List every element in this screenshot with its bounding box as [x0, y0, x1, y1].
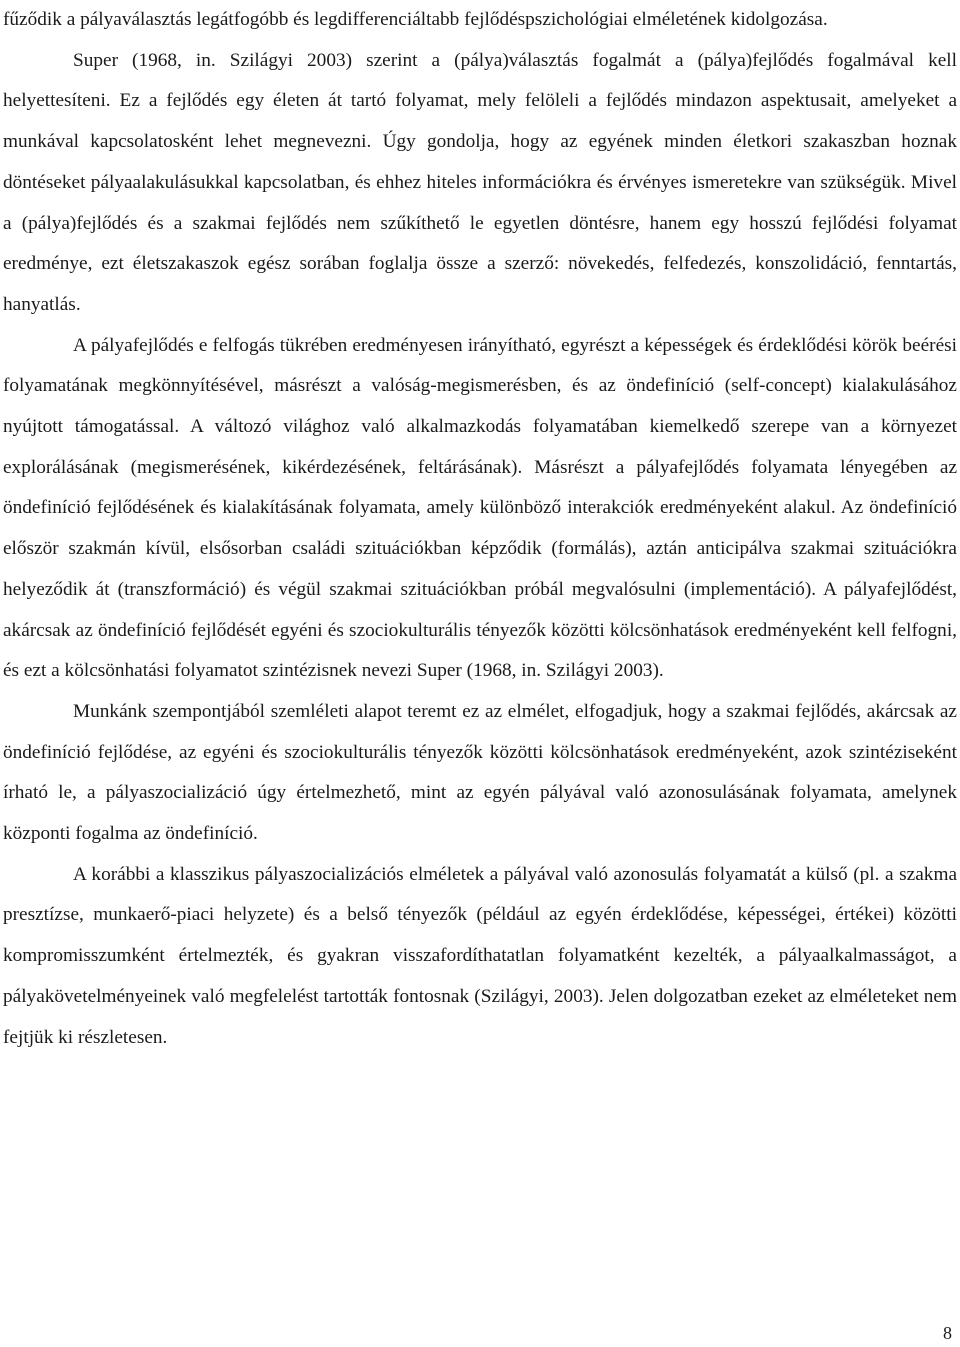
paragraph-2: Super (1968, in. Szilágyi 2003) szerint a (pálya)választás fogalmát a (pálya)fejlődés fogalmával kell helyettesíteni. Ez a fejlődés egy életen át tartó folyamat, mely felöleli a fejlődés mindazon aspektusait, amelyeket a munkával kapcsolatosként lehet megnevezni. Úgy gondolja, hogy az egyének minden életkori szakaszban hoznak döntéseket pályaalakulásukkal kapcsolatban, és ehhez hiteles információkra és érvényes ismeretekre van szükségük. Mivel a (pálya)fejlődés és a szakmai fejlődés nem szűkíthető le egyetlen döntésre, hanem egy hosszú fejlődési folyamat eredménye, ezt életszakaszok egész sorában foglalja össze a szerző: növekedés, felfedezés, konszolidáció, fenntartás, hanyatlás. [3, 49, 957, 315]
body-text [3, 0, 957, 1058]
paragraph-5: A korábbi a klasszikus pályaszocializációs elméletek a pályával való azonosulás folyamatát a külső (pl. a szakma presztízse, munkaerő-piaci helyzete) és a belső tényezők (például az egyén érdeklődése, képességei, értékei) közötti kompromisszumként értelmezték, és gyakran visszafordíthatatlan folyamatként kezelték, a pályaalkalmasságot, a pályakövetelményeinek való megfelelést tartották fontosnak (Szilágyi, 2003). Jelen dolgozatban ezeket az elméleteket nem fejtjük ki részletesen. [3, 863, 957, 1048]
page-number: 8 [943, 1323, 952, 1343]
paragraph-4: Munkánk szempontjából szemléleti alapot teremt ez az elmélet, elfogadjuk, hogy a szakmai fejlődés, akárcsak az öndefiníció fejlődése, az egyéni és szociokulturális tényezők közötti kölcsönhatások eredményeként, azok szintéziseként írható le, a pályaszocializáció úgy értelmezhető, mint az egyén pályával való azonosulásának folyamata, amelynek központi fogalma az öndefiníció. [3, 700, 957, 845]
paragraph-1: fűződik a pályaválasztás legátfogóbb és legdifferenciáltabb fejlődéspszichológiai elméletének kidolgozása. [3, 9, 828, 30]
paragraph-3: A pályafejlődés e felfogás tükrében eredményesen irányítható, egyrészt a képességek és érdeklődési körök beérési folyamatának megkönnyítésével, másrészt a valóság-megismerésben, és az öndefiníció (self-concept) kialakulásához nyújtott támogatással. A változó világhoz való alkalmazkodás folyamatában kiemelkedő szerepe van a környezet explorálásának (megismerésének, kikérdezésének, feltárásának). Másrészt a pályafejlődés folyamata lényegében az öndefiníció fejlődésének és kialakításának folyamata, amely különböző interakciók eredményeként alakul. Az öndefiníció először szakmán kívül, elsősorban családi szituációkban képződik (formálás), aztán anticipálva szakmai szituációkra helyeződik át (transzformáció) és végül szakmai szituációkban próbál megvalósulni (implementáció). A pályafejlődést, akárcsak az öndefiníció fejlődését egyéni és szociokulturális tényezők közötti kölcsönhatások eredményeként kell felfogni, és ezt a kölcsönhatási folyamatot szintézisnek nevezi Super (1968, in. Szilágyi 2003). [3, 334, 957, 682]
